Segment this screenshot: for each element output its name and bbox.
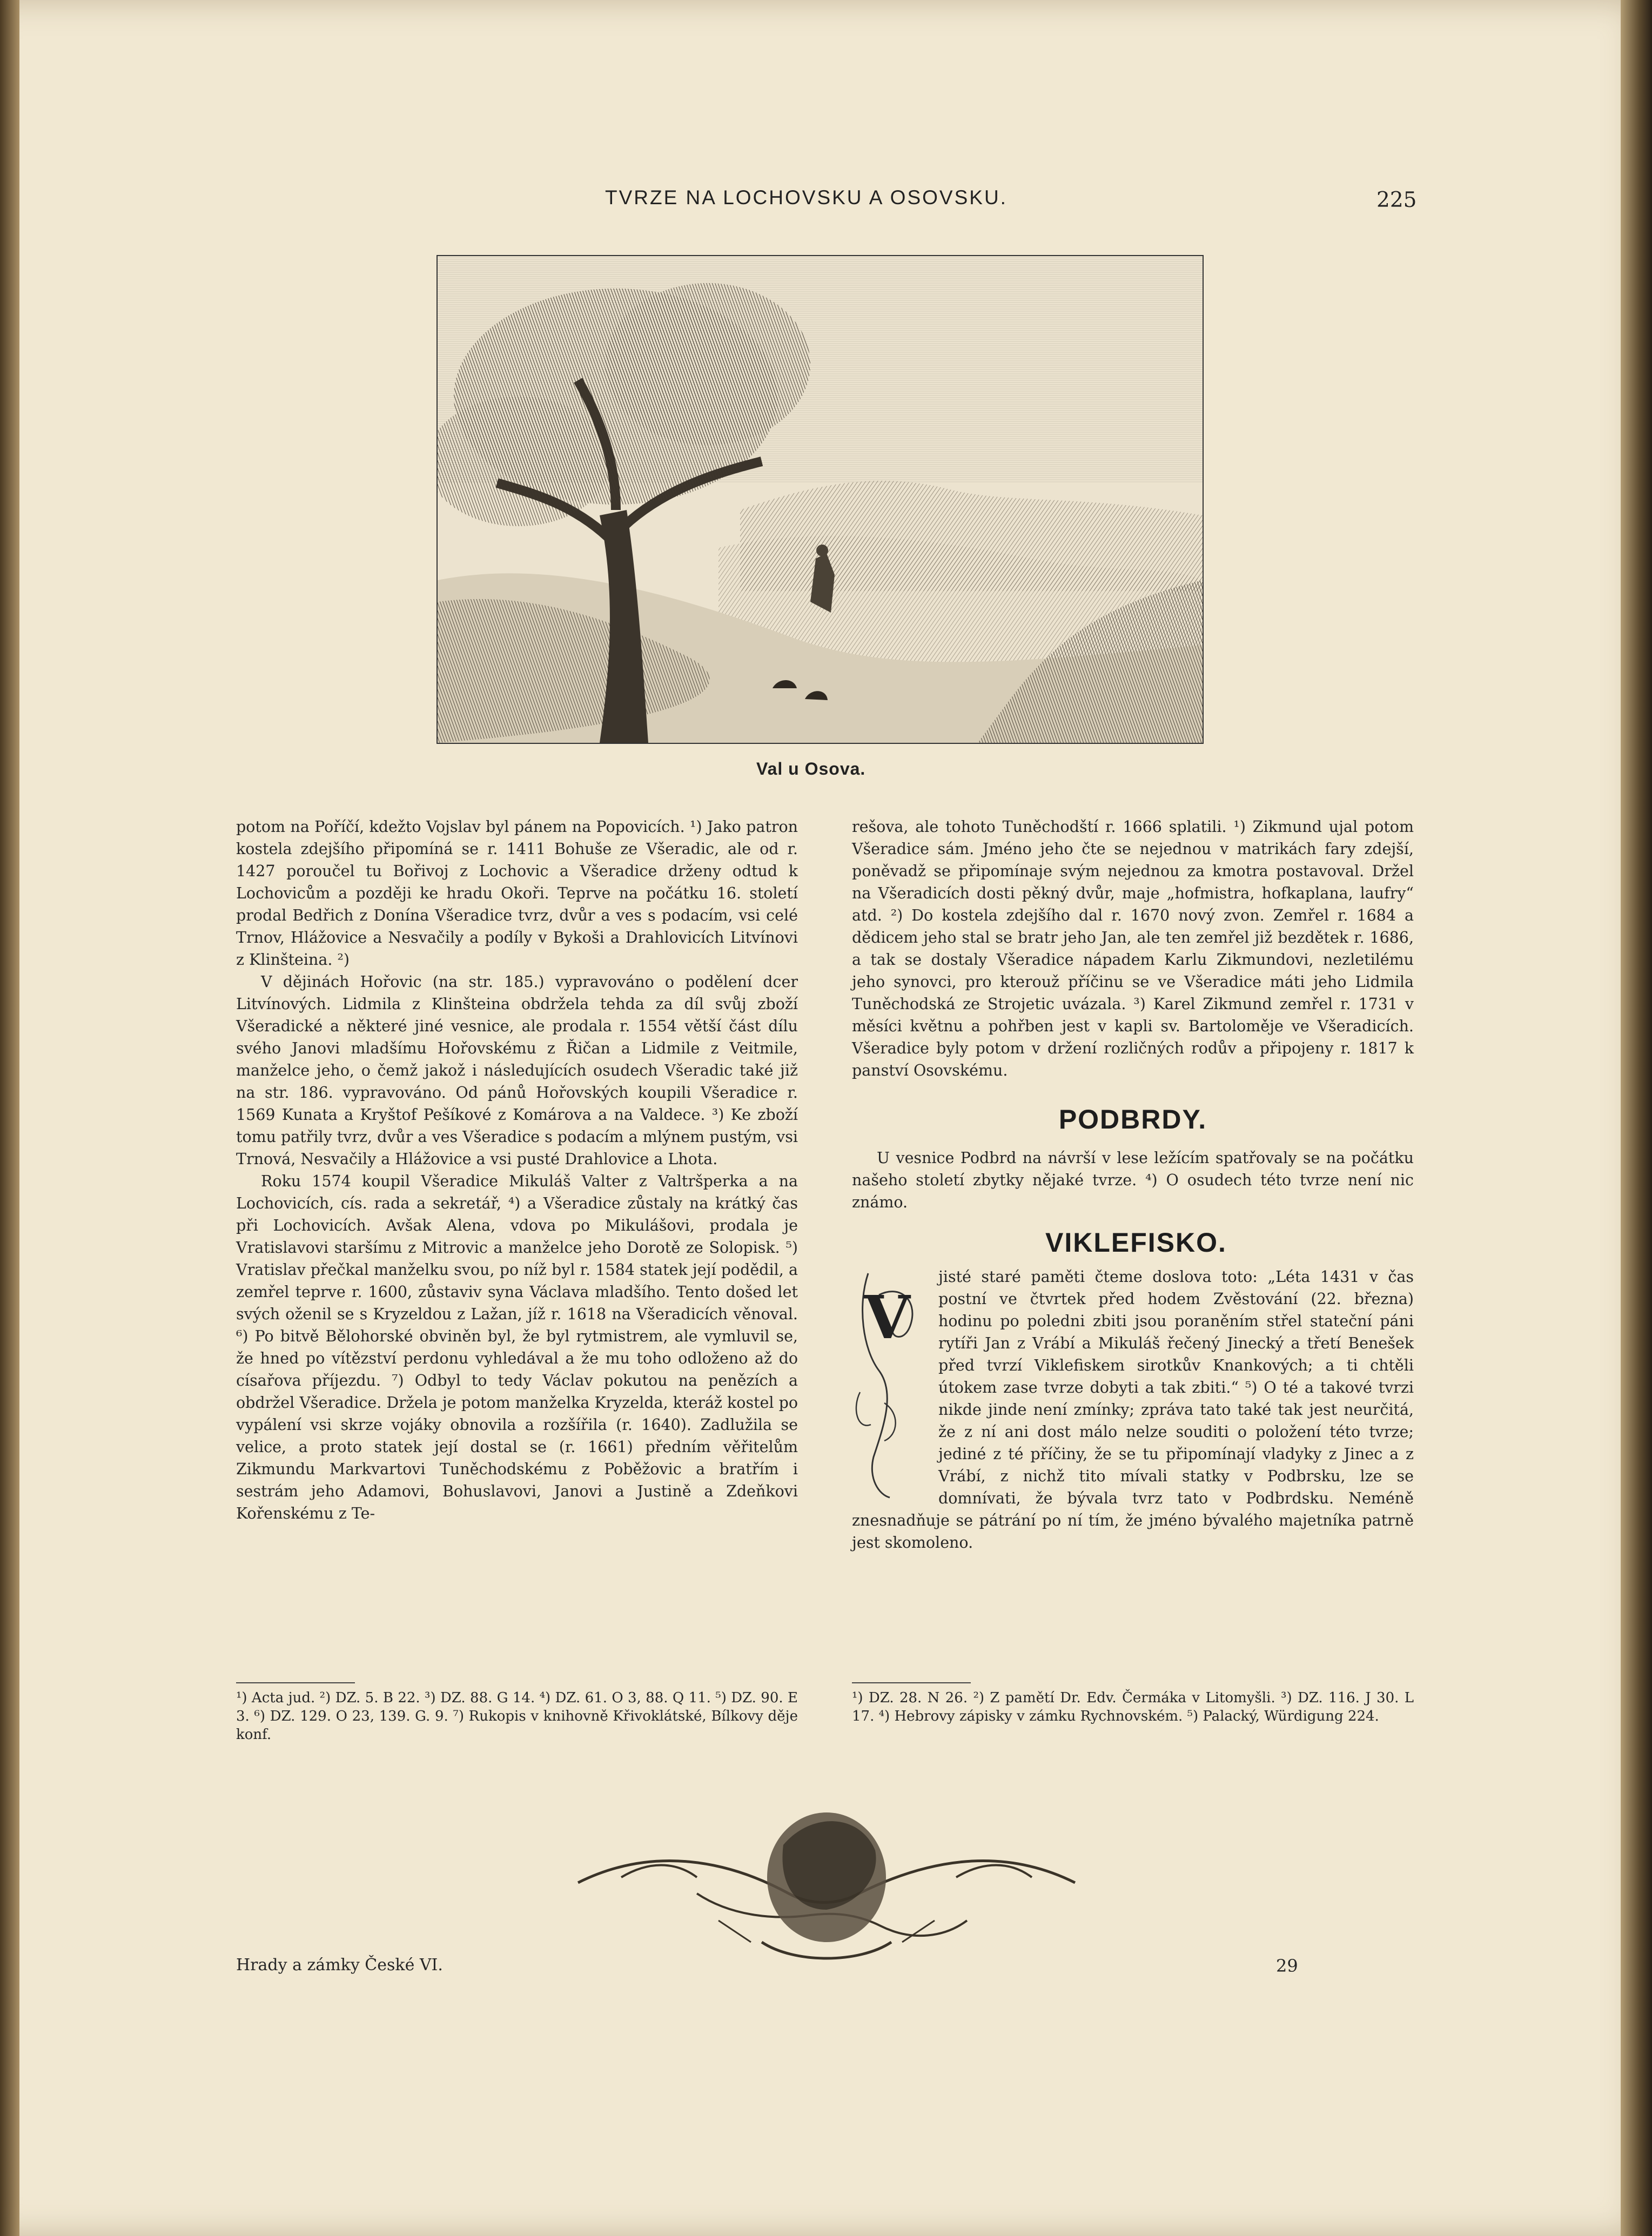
book-title-signature: Hrady a zámky České VI.: [236, 1956, 443, 1975]
page-edge: [1621, 0, 1652, 2236]
decorative-vignette: [556, 1780, 1097, 1980]
decorative-initial-v: [847, 1263, 928, 1500]
page-number: 225: [1376, 188, 1417, 212]
footnotes-left: [236, 1689, 798, 1744]
footnote-text: ¹) Acta jud. ²) DZ. 5. B 22. ³) DZ. 88. G 14. ⁴) DZ. 61. O 3, 88. Q 11. ⁵) DZ. 90. E 3. ⁶) DZ. 129. O 23, 139. G. 9. ⁷) Rukopis v knihovně Křivoklátské, Bílkovy děje konf.: [236, 1690, 798, 1743]
paragraph: jisté staré paměti čteme doslova toto: „Léta 1431 v čas postní ve čtvrtek před hodem Zvěstování (22. března) hodinu po poledni zbiti jsou poraněním střel stateční páni rytíři Jan z Vrábí a Mikuláš řečený Jinecký a třetí Benešek před tvrzí Viklefiskem sirotkův Knankových; a ti chtěli útokem zase tvrze dobyti a tak zbiti.“ ⁵) O té a takové tvrzi nikde jinde není zmínky; zpráva tato také tak jest neurčitá, že z ní ani dost málo nelze souditi o položení této tvrze; jediné z té příčiny, že se tu připomínají vladyky z Jinec a z Vrábí, z nichž tito mívali statky v Podbrsku, lze se domnívati, že bývala tvrz tato v Podbrdsku. Neméně znesnadňuje se pátrání po ní tím, že jméno bývalého majetníka patrně jest skomoleno.: [852, 1268, 1414, 1552]
running-title: TVRZE NA LOCHOVSKU A OSOVSKU.: [605, 186, 1008, 209]
footnote-text: ¹) DZ. 28. N 26. ²) Z pamětí Dr. Edv. Čermáka v Litomyšli. ³) DZ. 116. J 30. L 17. ⁴) Hebrovy zápisky v zámku Rychnovském. ⁵) Palacký, Würdigung 224.: [852, 1690, 1414, 1724]
left-column: [236, 816, 798, 1525]
section-heading-podbrdy: PODBRDY.: [1058, 1104, 1207, 1134]
illustration-caption: Val u Osova.: [756, 759, 866, 778]
signature-number: 29: [1276, 1956, 1298, 1976]
paragraph: U vesnice Podbrd na návrší v lese ležícím spatřovaly se na počátku našeho století zbytky nějaké tvrze. ⁴) O osudech této tvrze není nic známo.: [852, 1149, 1414, 1211]
paragraph: Roku 1574 koupil Všeradice Mikuláš Valter z Valtršperka a na Lochovicích, cís. rada a sekretář, ⁴) a Všeradice zůstaly na krátký čas při Lochovicích. Avšak Alena, vdova po Mikulášovi, prodala je Vratislavovi staršímu z Mitrovic a manželce jeho Dorotě ze Solopisk. ⁵) Vratislav přečkal manželku svou, po níž byl r. 1584 statek její podědil, a zemřel teprve r. 1600, zůstaviv syna Václava mladšího. Tento došed let svých oženil se s Kryzeldou z Lažan, jíž r. 1618 na Všeradicích věnoval. ⁶) Po bitvě Bělohorské obviněn byl, že byl rytmistrem, ale vymluvil se, že hned po vítězství perdonu vyhledával a že mu toho odloženo až do císařova příjezdu. ⁷) Odbyl to tedy Václav pokutou na penězích a obdržel Všeradice. Držela je potom manželka Kryzelda, kteráž kostel po vypálení vsi skrze vojáky obnovila a rozšířila (r. 1640). Zadlužila se velice, a proto statek její dostal se (r. 1661) předním věřitelům Zikmundu Markvartovi Tuněchodskému z Poběžovic a bratřím i sestrám jeho Adamovi, Bohuslavovi, Janovi a Justině a Zdeňkovi Kořenskému z Te-: [236, 1172, 798, 1522]
footnote-rule: [852, 1682, 971, 1683]
paragraph: potom na Poříčí, kdežto Vojslav byl pánem na Popovicích. ¹) Jako patron kostela zdejšího připomíná se r. 1411 Bohuše ze Všeradic, ale od r. 1427 poroučel tu Bořivoj z Lochovic a Všeradice drženy odtud k Lochovicům a později ke hradu Okoři. Teprve na počátku 16. století prodal Bedřich z Donína Všeradice tvrz, dvůr a ves s podacím, vsi celé Trnov, Hlážovice a Nesvačily a podíly v Bykoši a Drahlovicích Litvínovi z Klinšteina. ²): [236, 818, 798, 969]
landscape-engraving: [438, 256, 1203, 743]
engraving-illustration: [436, 255, 1204, 744]
right-column: [852, 816, 1414, 1554]
footnotes-right: [852, 1689, 1414, 1725]
paragraph: V dějinách Hořovic (na str. 185.) vypravováno o podělení dcer Litvínových. Lidmila z Klinšteina obdržela tehda za díl svůj zboží Všeradické a některé jiné vesnice, ale prodala r. 1554 větší část dílu svého Janovi mladšímu Hořovskému z Řičan a Lidmile z Veitmile, manželce jeho, o čemž jakož i následujících osudech Všeradic také již na str. 186. vypravováno. Od pánů Hořovských koupili Všeradice r. 1569 Kunata a Kryštof Pešíkové z Komárova a na Valdece. ³) Ke zboží tomu patřily tvrz, dvůr a ves Všeradice s podacím a mlýnem pustým, vsi Trnová, Nesvačily a Hlážovice a vsi pusté Drahlovice a Lhota.: [236, 973, 798, 1168]
book-gutter: [0, 0, 19, 2236]
section-heading-viklefisko: VIKLEFISKO.: [1045, 1227, 1227, 1258]
dropcap-letter: V: [864, 1282, 910, 1352]
paragraph: rešova, ale tohoto Tuněchodští r. 1666 splatili. ¹) Zikmund ujal potom Všeradice sám. Jméno jeho čte se nejednou v matrikách fary zdejší, poněvadž se připomínaje svým nejednou za kmotra postavoval. Držel na Všeradicích dosti pěkný dvůr, maje „hofmistra, hofkaplana, laufry“ atd. ²) Do kostela zdejšího dal r. 1670 nový zvon. Zemřel r. 1684 a dědicem jeho stal se bratr jeho Jan, ale ten zemřel již bezdětek r. 1686, a tak se dostaly Všeradice nápadem Karlu Zikmundovi, nezletilému jeho synovci, pro kterouž příčinu se ve Všeradice máti jeho Lidmila Tuněchodská ze Strojetic uvázala. ³) Karel Zikmund zemřel r. 1731 v měsíci květnu a pohřben jest v kapli sv. Bartoloměje ve Všeradicích. Všeradice byly potom v držení rozličných rodův a připojeny r. 1817 k panství Osovskému.: [852, 818, 1414, 1079]
footnote-rule: [236, 1682, 355, 1683]
